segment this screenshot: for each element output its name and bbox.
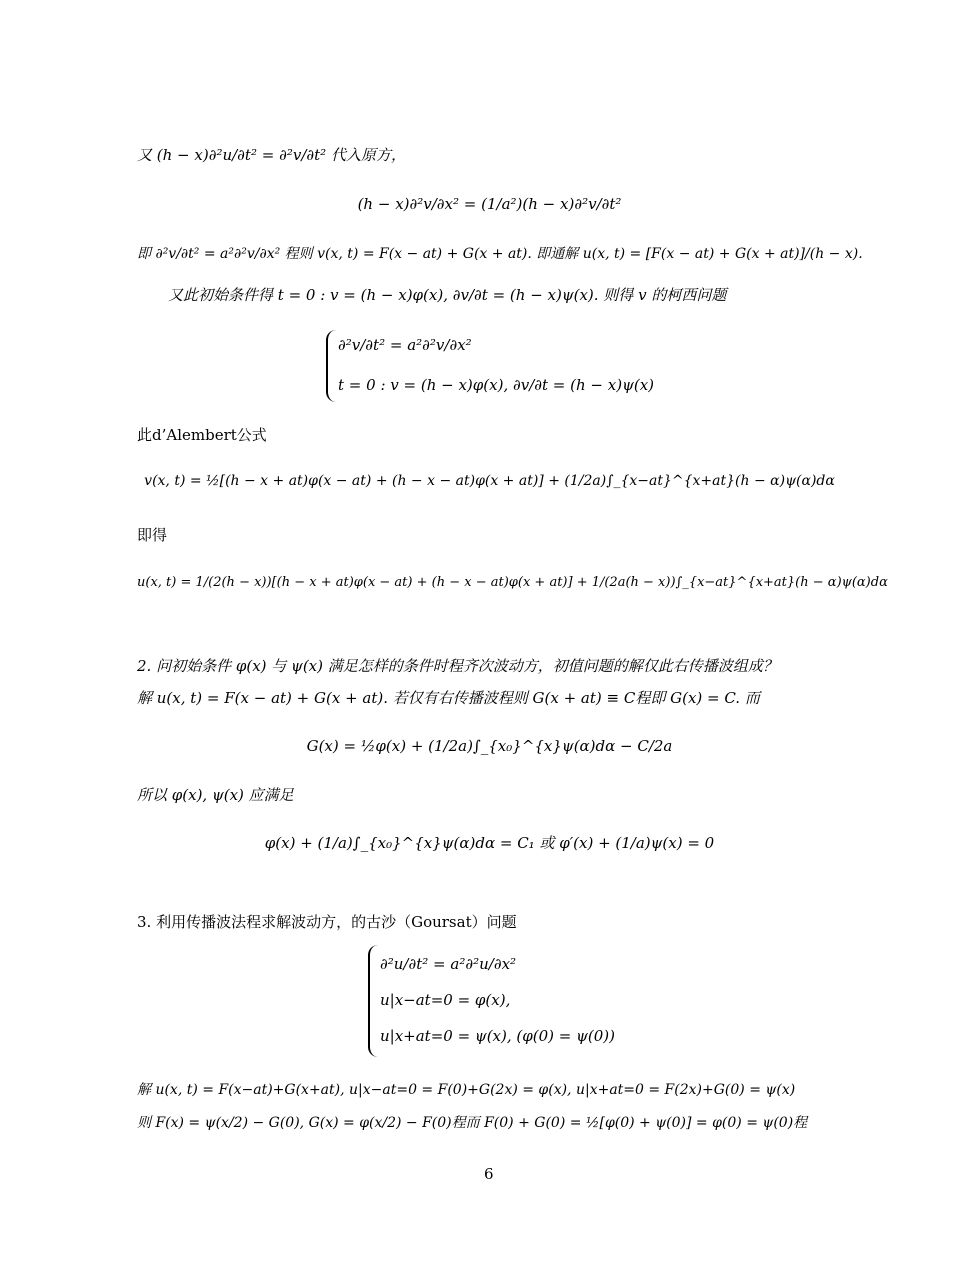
text-line-3: 又此初始条件得 t = 0 : v = (h − x)φ(x), ∂v/∂t = (h − x)ψ(x). 则得 v 的柯西问题	[168, 286, 727, 304]
equation-4: G(x) = ½φ(x) + (1/2a)∫_{x₀}^{x}ψ(α)dα − C/2a	[306, 737, 673, 755]
question-2: 2. 问初始条件 φ(x) 与 ψ(x) 满足怎样的条件时程齐次波动方，初值问题的解仅此右传播波组成？	[137, 657, 778, 675]
equation-3: u(x, t) = 1/(2(h − x))[(h − x + at)φ(x − at) + (h − x − at)φ(x + at)] + 1/(2a(h − x))∫_{x−at}^{x+at}(h − α)ψ(α)dα	[137, 575, 888, 590]
page-number: 6	[484, 1165, 494, 1183]
question-3: 3. 利用传播波法程求解波动方，的古沙（Goursat）问题	[137, 913, 517, 931]
answer-3-line-1: 解 u(x, t) = F(x−at)+G(x+at), u|x−at=0 = F(0)+G(2x) = φ(x), u|x+at=0 = F(2x)+G(0) = ψ(x)	[137, 1082, 796, 1098]
equation-5: φ(x) + (1/a)∫_{x₀}^{x}ψ(α)dα = C₁ 或 φ′(x) + (1/a)ψ(x) = 0	[264, 834, 715, 852]
system-1-row-2: t = 0 : v = (h − x)φ(x), ∂v/∂t = (h − x)ψ(x)	[338, 376, 655, 394]
text-line-5: 即得	[137, 526, 168, 544]
answer-2: 解 u(x, t) = F(x − at) + G(x + at). 若仅有右传播波程则 G(x + at) ≡ C程即 G(x) = C. 而	[137, 689, 760, 707]
system-2-row-2: u|x−at=0 = φ(x),	[380, 991, 511, 1009]
equation-2: v(x, t) = ½[(h − x + at)φ(x − at) + (h − x − at)φ(x + at)] + (1/2a)∫_{x−at}^{x+at}(h − α)ψ(α)dα	[144, 473, 835, 489]
system-1-row-1: ∂²v/∂t² = a²∂²v/∂x²	[338, 336, 472, 354]
text-line-2: 即 ∂²v/∂t² = a²∂²v/∂x² 程则 v(x, t) = F(x − at) + G(x + at). 即通解 u(x, t) = [F(x − at) + G(x + at)]/(h − x).	[137, 246, 863, 262]
equation-1: (h − x)∂²v/∂x² = (1/a²)(h − x)∂²v/∂t²	[357, 195, 622, 213]
system-2-row-3: u|x+at=0 = ψ(x), (φ(0) = ψ(0))	[380, 1027, 615, 1045]
answer-3-line-2: 则 F(x) = ψ(x/2) − G(0), G(x) = φ(x/2) − F(0)程而 F(0) + G(0) = ½[φ(0) + ψ(0)] = φ(0) = ψ(0)程	[137, 1115, 808, 1131]
text-line-1: 又 (h − x)∂²u/∂t² = ∂²v/∂t² 代入原方，	[137, 146, 406, 164]
goursat-system	[368, 945, 615, 1057]
system-2-row-1: ∂²u/∂t² = a²∂²u/∂x²	[380, 955, 517, 973]
text-line-6: 所以 φ(x), ψ(x) 应满足	[137, 786, 294, 804]
text-line-4: 此d’Alembert公式	[137, 426, 267, 444]
cauchy-system	[326, 330, 654, 402]
